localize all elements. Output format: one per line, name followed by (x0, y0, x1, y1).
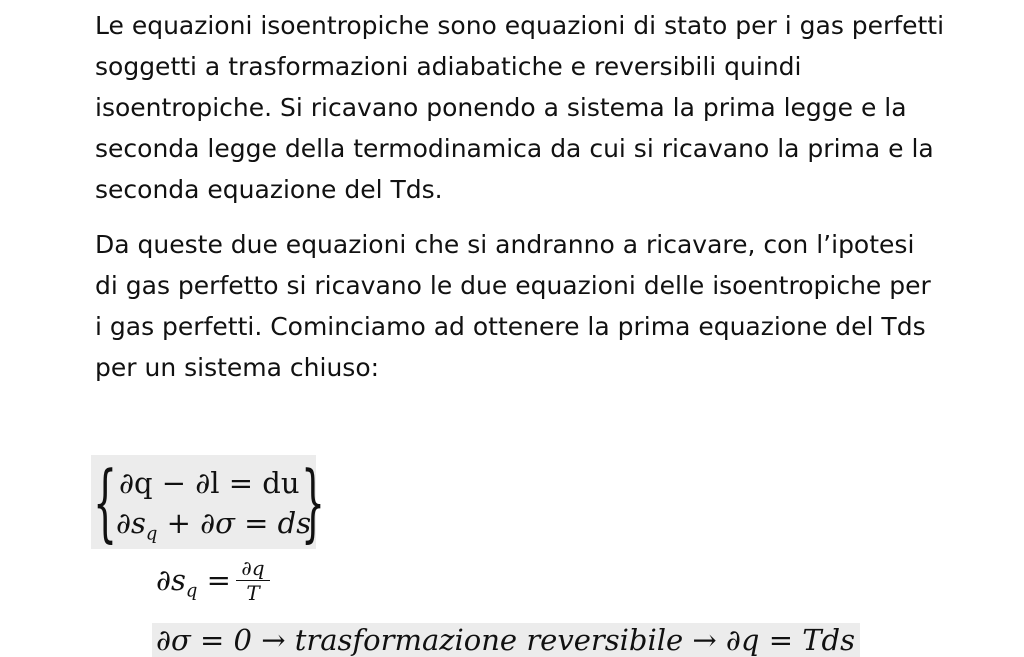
equation-system (91, 453, 326, 551)
second-law-subscript: q (145, 523, 158, 545)
left-brace: { (93, 453, 118, 551)
first-law-equation: ∂q − ∂l = du (119, 466, 300, 500)
reversible-transformation-equation: ∂σ = 0 → trasformazione reversibile → ∂q = Tds (152, 623, 860, 657)
heat-over-temperature-fraction (236, 557, 270, 604)
entropy-flow-lhs: $\partial s_q$ = (156, 563, 231, 602)
fraction-denominator: T (246, 581, 260, 605)
paragraph-isentropic-intro: Le equazioni isoentropiche sono equazioni di stato per i gas perfetti soggetti a trasformazioni adiabatiche e reversibili quindi isoentropiche. Si ricavano ponendo a sistema la prima legge e la seconda legge della termodinamica da cui si ricavano la prima e la seconda equazione del Tds. (95, 11, 945, 204)
second-law-lhs: ∂s (116, 506, 146, 540)
second-law-equation (116, 505, 311, 552)
fraction-numerator: ∂q (241, 556, 265, 580)
right-brace: } (301, 453, 326, 551)
second-law-rhs: + ∂σ = ds (157, 506, 312, 540)
paragraph-tds-derivation: Da queste due equazioni che si andranno a ricavare, con l’ipotesi di gas perfetto si ricavano le due equazioni delle isoentropiche per i gas perfetti. Cominciamo ad ottenere la prima equazione del Tds per un sistema chiuso: (95, 230, 931, 382)
